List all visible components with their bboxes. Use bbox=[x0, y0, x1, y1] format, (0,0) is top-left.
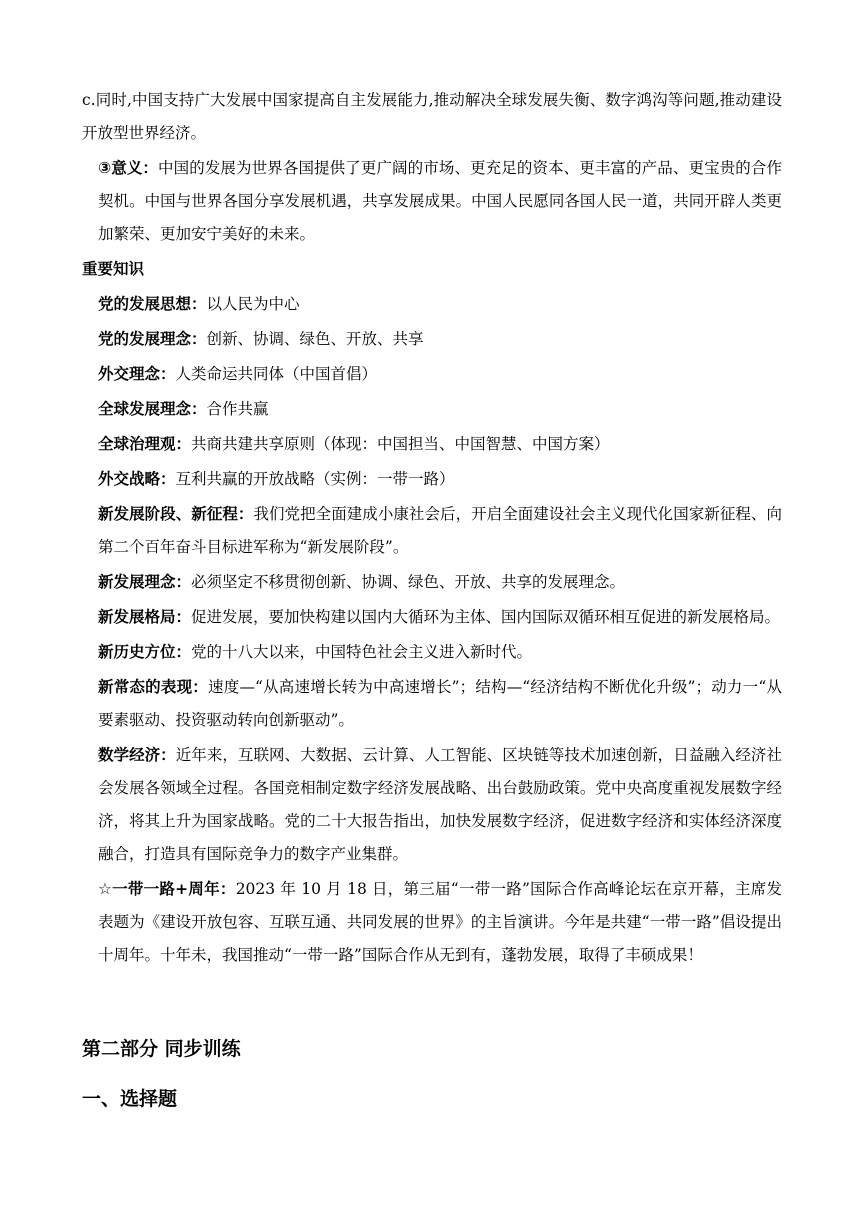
knowledge-item bbox=[82, 636, 782, 669]
knowledge-item-label: 新发展格局： bbox=[98, 608, 192, 626]
knowledge-item bbox=[82, 739, 782, 871]
intro-c-paragraph bbox=[82, 84, 782, 150]
knowledge-item-text: 速度—“从高速增长转为中高速增长”；结构—“经济结构不断优化升级”；动力一“从要素驱动、投资驱动转向创新驱动”。 bbox=[98, 678, 782, 729]
knowledge-item bbox=[82, 323, 782, 356]
knowledge-item bbox=[82, 358, 782, 391]
intro-meaning-paragraph bbox=[82, 152, 782, 251]
knowledge-item-text: 近年来，互联网、大数据、云计算、人工智能、区块链等技术加速创新，日益融入经济社会发展各领域全过程。各国竞相制定数字经济发展战略、出台鼓励政策。党中央高度重视发展数字经济，将其上升为国家战略。党的二十大报告指出，加快发展数字经济，促进数字经济和实体经济深度融合，打造具有国际竞争力的数字产业集群。 bbox=[98, 746, 782, 863]
section-one-title: 一、选择题 bbox=[82, 1088, 178, 1110]
knowledge-item-text: 2023 年 10 月 18 日，第三届“一带一路”国际合作高峰论坛在京开幕，主席发表题为《建设开放包容、互联互通、共同发展的世界》的主旨演讲。今年是共建“一带一路”倡设提出十周年。十年未，我国推动“一带一路”国际合作从无到有，蓬勃发展，取得了丰硕成果！ bbox=[98, 880, 782, 964]
knowledge-item bbox=[82, 671, 782, 737]
knowledge-item bbox=[82, 428, 782, 461]
intro-c-text: c.同时,中国支持广大发展中国家提高自主发展能力,推动解决全球发展失衡、数字鸿沟等问题,推动建设开放型世界经济。 bbox=[82, 91, 782, 142]
knowledge-item-label: 新发展理念： bbox=[98, 573, 192, 591]
knowledge-item bbox=[82, 601, 782, 634]
knowledge-item bbox=[82, 498, 782, 564]
knowledge-item-label: 新历史方位： bbox=[98, 643, 192, 661]
knowledge-item-label: 外交战略： bbox=[98, 470, 176, 488]
knowledge-item-text: 共商共建共享原则（体现：中国担当、中国智慧、中国方案） bbox=[191, 435, 610, 453]
knowledge-item bbox=[82, 288, 782, 321]
knowledge-item-label: 全球治理观： bbox=[98, 435, 192, 453]
knowledge-item-label: 全球发展理念： bbox=[98, 400, 207, 418]
part-two-title: 第二部分 同步训练 bbox=[82, 1038, 241, 1060]
knowledge-item-label: 党的发展思想： bbox=[98, 295, 207, 313]
intro-meaning-text: 中国的发展为世界各国提供了更广阔的市场、更充足的资本、更丰富的产品、更宝贵的合作契机。中国与世界各国分享发展机遇，共享发展成果。中国人民愿同各国人民一道，共同开辟人类更加繁荣、更加安宁美好的未来。 bbox=[98, 159, 782, 243]
knowledge-item-text: 人类命运共同体（中国首倡） bbox=[175, 365, 378, 383]
knowledge-item-text: 党的十八大以来，中国特色社会主义进入新时代。 bbox=[191, 643, 533, 661]
knowledge-item-label: 党的发展理念： bbox=[98, 330, 207, 348]
knowledge-item-text: 我们党把全面建成小康社会后，开启全面建设社会主义现代化国家新征程、向第二个百年奋斗目标进军称为“新发展阶段”。 bbox=[98, 505, 782, 556]
knowledge-heading: 重要知识 bbox=[82, 260, 145, 278]
knowledge-item-label: ☆一带一路+周年： bbox=[98, 880, 236, 898]
knowledge-item bbox=[82, 463, 782, 496]
knowledge-item bbox=[82, 873, 782, 972]
knowledge-item-label: 新发展阶段、新征程： bbox=[98, 505, 254, 523]
knowledge-item-label: 外交理念： bbox=[98, 365, 176, 383]
knowledge-list bbox=[82, 288, 782, 972]
knowledge-item-text: 合作共赢 bbox=[206, 400, 269, 418]
knowledge-item-text: 互利共赢的开放战略（实例：一带一路） bbox=[175, 470, 455, 488]
intro-meaning-label: ③意义： bbox=[98, 159, 159, 177]
knowledge-item-text: 必须坚定不移贯彻创新、协调、绿色、开放、共享的发展理念。 bbox=[191, 573, 626, 591]
knowledge-item-text: 促进发展，要加快构建以国内大循环为主体、国内国际双循环相互促进的新发展格局。 bbox=[191, 608, 781, 626]
knowledge-item-label: 新常态的表现： bbox=[98, 678, 209, 696]
knowledge-item bbox=[82, 566, 782, 599]
knowledge-item bbox=[82, 393, 782, 426]
knowledge-item-text: 以人民为中心 bbox=[206, 295, 300, 313]
knowledge-item-label: 数学经济： bbox=[98, 746, 176, 764]
document-page bbox=[82, 84, 782, 1110]
knowledge-item-text: 创新、协调、绿色、开放、共享 bbox=[206, 330, 424, 348]
